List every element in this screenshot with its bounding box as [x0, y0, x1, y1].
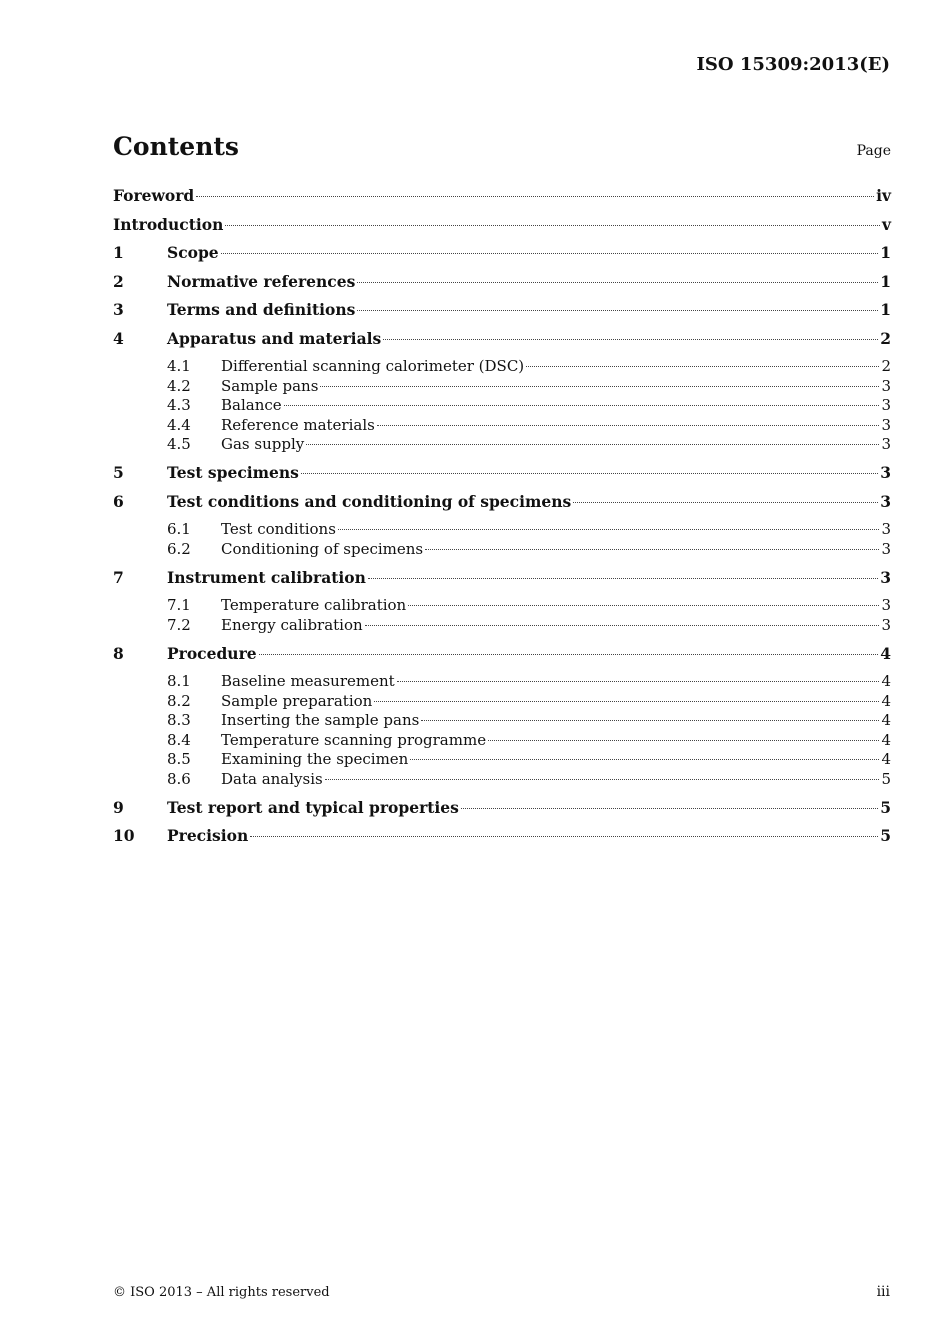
- toc-entry[interactable]: [113, 215, 891, 244]
- toc-entry-title: Introduction: [113, 214, 224, 234]
- toc-entry-number: 8.1: [167, 672, 191, 690]
- dot-leader: [374, 701, 879, 702]
- toc-entry-number: 8.6: [167, 769, 191, 788]
- dot-leader: [225, 225, 880, 226]
- toc-entry-title: Sample pans: [221, 376, 319, 395]
- dot-leader: [301, 473, 878, 474]
- toc-entry[interactable]: [113, 396, 891, 416]
- toc-entry-number: 8.3: [167, 711, 191, 729]
- toc-entry[interactable]: [113, 798, 891, 827]
- toc-entry-title: Data analysis: [221, 769, 323, 788]
- toc-entry-title: Scope: [167, 243, 219, 262]
- toc-entry-page: 3: [881, 435, 891, 453]
- toc-entry-page: 4: [880, 643, 891, 663]
- toc-entry-number: 4: [113, 328, 124, 348]
- dot-leader: [320, 386, 879, 387]
- dot-leader: [377, 425, 880, 426]
- dot-leader: [573, 502, 878, 503]
- toc-entry-title: Temperature calibration: [221, 596, 407, 614]
- toc-entry[interactable]: [113, 568, 891, 597]
- dot-leader: [338, 529, 880, 530]
- toc-entry[interactable]: [113, 463, 891, 492]
- toc-entry-page: 1: [880, 243, 891, 262]
- dot-leader: [397, 681, 880, 682]
- contents-title: Contents: [113, 132, 240, 161]
- toc-entry-page: 5: [880, 797, 891, 817]
- toc-entry-page: 3: [880, 463, 891, 482]
- toc-entry-page: 3: [881, 520, 891, 538]
- toc-entry-title: Differential scanning calorimeter (DSC): [221, 357, 525, 375]
- toc-entry-number: 5: [113, 463, 124, 482]
- toc-entry[interactable]: [113, 300, 891, 329]
- toc-entry-number: 1: [113, 243, 124, 262]
- dot-leader: [421, 720, 879, 721]
- dot-leader: [383, 339, 878, 340]
- toc-entry-title: Test report and typical properties: [167, 797, 459, 817]
- toc-entry[interactable]: [113, 770, 891, 798]
- dot-leader: [196, 196, 874, 197]
- toc-entry-title: Baseline measurement: [221, 672, 395, 690]
- toc-entry-page: 2: [881, 357, 891, 375]
- toc-entry[interactable]: [113, 596, 891, 616]
- dot-leader: [461, 808, 878, 809]
- toc-entry-page: 4: [881, 730, 891, 749]
- toc-entry[interactable]: [113, 692, 891, 712]
- toc-entry-title: Balance: [221, 396, 282, 414]
- toc-entry-number: 4.5: [167, 435, 191, 453]
- toc-entry-page: 3: [880, 567, 891, 587]
- toc-entry-title: Terms and definitions: [167, 300, 356, 319]
- dot-leader: [425, 549, 879, 550]
- toc-entry-page: 4: [881, 672, 891, 690]
- toc-entry-page: 4: [881, 750, 891, 768]
- toc-entry-title: Test conditions and conditioning of specimens: [167, 491, 572, 511]
- dot-leader: [410, 759, 879, 760]
- toc-entry[interactable]: [113, 243, 891, 272]
- toc-entry-number: 4.4: [167, 415, 191, 434]
- toc-entry[interactable]: [113, 520, 891, 540]
- toc-entry-title: Instrument calibration: [167, 567, 366, 587]
- toc-entry[interactable]: [113, 272, 891, 301]
- toc-entry-title: Sample preparation: [221, 691, 373, 710]
- dot-leader: [306, 444, 879, 445]
- table-of-contents: [113, 186, 891, 855]
- toc-entry-page: 3: [881, 539, 891, 558]
- toc-entry[interactable]: [113, 540, 891, 568]
- dot-leader: [526, 366, 879, 367]
- toc-entry-title: Gas supply: [221, 435, 305, 453]
- toc-entry-number: 8.4: [167, 730, 191, 749]
- toc-entry[interactable]: [113, 616, 891, 644]
- toc-entry-title: Apparatus and materials: [167, 328, 382, 348]
- toc-entry-title: Examining the specimen: [221, 750, 409, 768]
- toc-entry-page: iv: [876, 186, 891, 205]
- toc-entry-page: 3: [881, 596, 891, 614]
- toc-entry-title: Normative references: [167, 271, 356, 291]
- toc-entry-page: 3: [880, 491, 891, 511]
- toc-entry-page: 5: [880, 826, 891, 845]
- toc-entry-title: Energy calibration: [221, 615, 363, 634]
- dot-leader: [488, 740, 879, 741]
- toc-entry-number: 6.2: [167, 539, 191, 558]
- toc-entry-title: Procedure: [167, 643, 257, 663]
- dot-leader: [259, 654, 879, 655]
- toc-entry-number: 3: [113, 300, 124, 319]
- toc-entry-page: 5: [881, 769, 891, 788]
- toc-entry-number: 6: [113, 491, 124, 511]
- toc-entry-number: 4.1: [167, 357, 191, 375]
- dot-leader: [368, 578, 878, 579]
- page-column-label: Page: [856, 143, 891, 159]
- toc-entry-page: 4: [881, 711, 891, 729]
- footer-copyright: © ISO 2013 – All rights reserved: [113, 1285, 330, 1300]
- dot-leader: [221, 253, 879, 254]
- toc-entry-number: 8: [113, 643, 124, 663]
- toc-entry[interactable]: [113, 357, 891, 377]
- toc-entry[interactable]: [113, 711, 891, 731]
- toc-entry-number: 4.3: [167, 396, 191, 414]
- toc-entry[interactable]: [113, 750, 891, 770]
- toc-entry[interactable]: [113, 416, 891, 436]
- toc-entry[interactable]: [113, 329, 891, 358]
- toc-entry-page: 1: [880, 271, 891, 291]
- toc-entry-title: Temperature scanning programme: [221, 730, 487, 749]
- toc-entry-number: 9: [113, 797, 124, 817]
- toc-entry-page: 1: [880, 300, 891, 319]
- toc-entry-number: 7.2: [167, 615, 191, 634]
- toc-entry-page: 4: [881, 691, 891, 710]
- dot-leader: [284, 405, 880, 406]
- dot-leader: [365, 625, 880, 626]
- toc-entry-title: Conditioning of specimens: [221, 539, 424, 558]
- toc-entry-page: 3: [881, 415, 891, 434]
- toc-entry[interactable]: [113, 826, 891, 855]
- toc-entry-title: Reference materials: [221, 415, 375, 434]
- toc-entry[interactable]: [113, 377, 891, 397]
- footer-page-number: iii: [876, 1284, 890, 1300]
- toc-entry-page: 2: [880, 328, 891, 348]
- toc-entry-title: Test specimens: [167, 463, 299, 482]
- toc-entry[interactable]: [113, 672, 891, 692]
- toc-entry-page: 3: [881, 376, 891, 395]
- toc-entry[interactable]: [113, 731, 891, 751]
- dot-leader: [408, 605, 879, 606]
- toc-entry-page: v: [881, 214, 891, 234]
- toc-entry-number: 7.1: [167, 596, 191, 614]
- toc-entry-title: Inserting the sample pans: [221, 711, 420, 729]
- toc-entry-number: 10: [113, 826, 135, 845]
- toc-entry-page: 3: [881, 615, 891, 634]
- dot-leader: [357, 282, 878, 283]
- dot-leader: [357, 310, 878, 311]
- document-id: ISO 15309:2013(E): [696, 54, 890, 75]
- toc-entry-number: 7: [113, 567, 124, 587]
- toc-entry[interactable]: [113, 435, 891, 463]
- toc-entry-number: 8.5: [167, 750, 191, 768]
- toc-entry[interactable]: [113, 644, 891, 673]
- toc-entry-number: 2: [113, 271, 124, 291]
- toc-entry-title: Test conditions: [221, 520, 336, 538]
- toc-entry-number: 8.2: [167, 691, 191, 710]
- dot-leader: [250, 836, 878, 837]
- toc-entry[interactable]: [113, 186, 891, 215]
- toc-entry-title: Precision: [167, 826, 249, 845]
- toc-entry-title: Foreword: [113, 186, 195, 205]
- dot-leader: [325, 779, 880, 780]
- toc-entry-page: 3: [881, 396, 891, 414]
- toc-entry-number: 4.2: [167, 376, 191, 395]
- toc-entry-number: 6.1: [167, 520, 191, 538]
- toc-entry[interactable]: [113, 492, 891, 521]
